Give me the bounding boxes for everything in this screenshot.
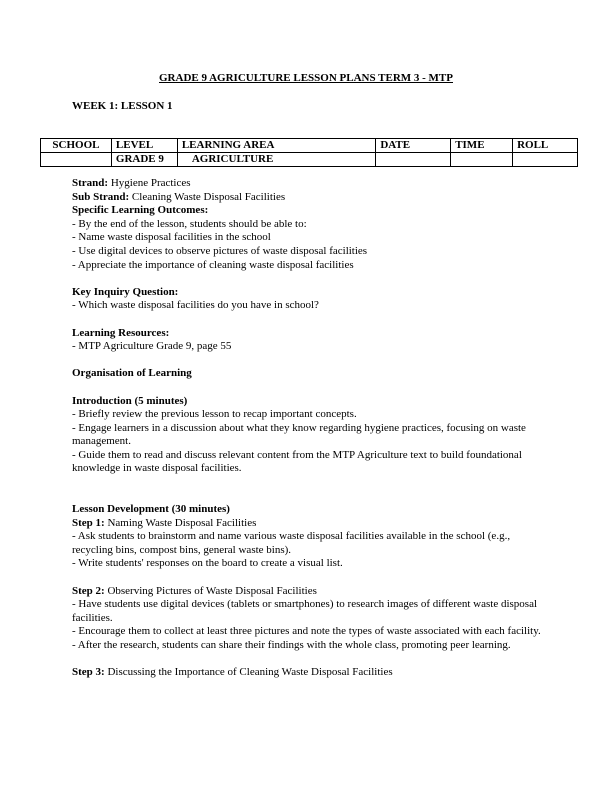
strand-line bbox=[72, 177, 552, 191]
step1-label: Step 1: bbox=[72, 516, 105, 529]
week-lesson-heading: WEEK 1: LESSON 1 bbox=[72, 100, 173, 112]
organisation-heading: Organisation of Learning bbox=[72, 367, 192, 380]
cell-level: GRADE 9 bbox=[111, 153, 177, 167]
strand-value: Hygiene Practices bbox=[108, 177, 191, 189]
sub-strand-line bbox=[72, 191, 552, 205]
lesson-content bbox=[72, 177, 552, 680]
cell-roll bbox=[513, 153, 578, 167]
step2-label: Step 2: bbox=[72, 584, 105, 597]
step1-title: Naming Waste Disposal Facilities bbox=[104, 516, 257, 529]
list-item: - Ask students to brainstorm and name various waste disposal facilities available in the school (e.g., recycling bins, compost bins, general waste bins). bbox=[72, 530, 511, 556]
header-date: DATE bbox=[376, 139, 451, 153]
cell-school bbox=[41, 153, 112, 167]
step3-label: Step 3: bbox=[72, 666, 105, 679]
cell-time bbox=[451, 153, 513, 167]
resources-heading: Learning Resources: bbox=[72, 326, 170, 339]
sub-strand-label: Sub Strand: bbox=[72, 190, 130, 203]
strand-label: Strand: bbox=[72, 177, 109, 189]
cell-date bbox=[376, 153, 451, 167]
step1-line bbox=[72, 517, 552, 531]
list-item: - Encourage them to collect at least three pictures and note the types of waste associated with each facility. bbox=[72, 625, 541, 638]
list-item: - MTP Agriculture Grade 9, page 55 bbox=[72, 340, 232, 353]
header-time: TIME bbox=[451, 139, 513, 153]
header-learning-area: LEARNING AREA bbox=[177, 139, 376, 153]
list-item: - Engage learners in a discussion about what they know regarding hygiene practices, focusing on waste management. bbox=[72, 421, 526, 448]
header-level: LEVEL bbox=[111, 139, 177, 153]
lesson-info-table bbox=[40, 138, 578, 167]
header-roll: ROLL bbox=[513, 139, 578, 153]
list-item: - Briefly review the previous lesson to recap important concepts. bbox=[72, 408, 357, 421]
development-heading: Lesson Development (30 minutes) bbox=[72, 503, 230, 516]
list-item: - Guide them to read and discuss relevant content from the MTP Agriculture text to build foundational knowledge in waste disposal facilities. bbox=[72, 448, 522, 475]
list-item: - Write students' responses on the board to create a visual list. bbox=[72, 557, 343, 570]
introduction-heading: Introduction (5 minutes) bbox=[72, 394, 188, 407]
step3-line bbox=[72, 666, 552, 680]
list-item: - After the research, students can share their findings with the whole class, promoting peer learning. bbox=[72, 639, 511, 651]
step2-line bbox=[72, 585, 552, 599]
list-item: - By the end of the lesson, students should be able to: bbox=[72, 217, 307, 230]
step2-title: Observing Pictures of Waste Disposal Facilities bbox=[104, 584, 317, 597]
list-item: - Name waste disposal facilities in the school bbox=[72, 231, 271, 244]
document-title: GRADE 9 AGRICULTURE LESSON PLANS TERM 3 - MTP bbox=[159, 72, 453, 84]
inquiry-heading: Key Inquiry Question: bbox=[72, 285, 179, 298]
outcomes-heading: Specific Learning Outcomes: bbox=[72, 204, 209, 217]
table-header-row bbox=[41, 139, 578, 153]
table-row bbox=[41, 153, 578, 167]
cell-learning-area: AGRICULTURE bbox=[177, 153, 376, 167]
list-item: - Which waste disposal facilities do you have in school? bbox=[72, 299, 319, 312]
list-item: - Use digital devices to observe pictures of waste disposal facilities bbox=[72, 244, 368, 257]
step3-title: Discussing the Importance of Cleaning Waste Disposal Facilities bbox=[104, 666, 393, 679]
sub-strand-value: Cleaning Waste Disposal Facilities bbox=[129, 190, 286, 203]
list-item: - Appreciate the importance of cleaning waste disposal facilities bbox=[72, 258, 354, 271]
list-item: - Have students use digital devices (tablets or smartphones) to research images of different waste disposal facilities. bbox=[72, 598, 538, 624]
header-school: SCHOOL bbox=[41, 139, 112, 153]
